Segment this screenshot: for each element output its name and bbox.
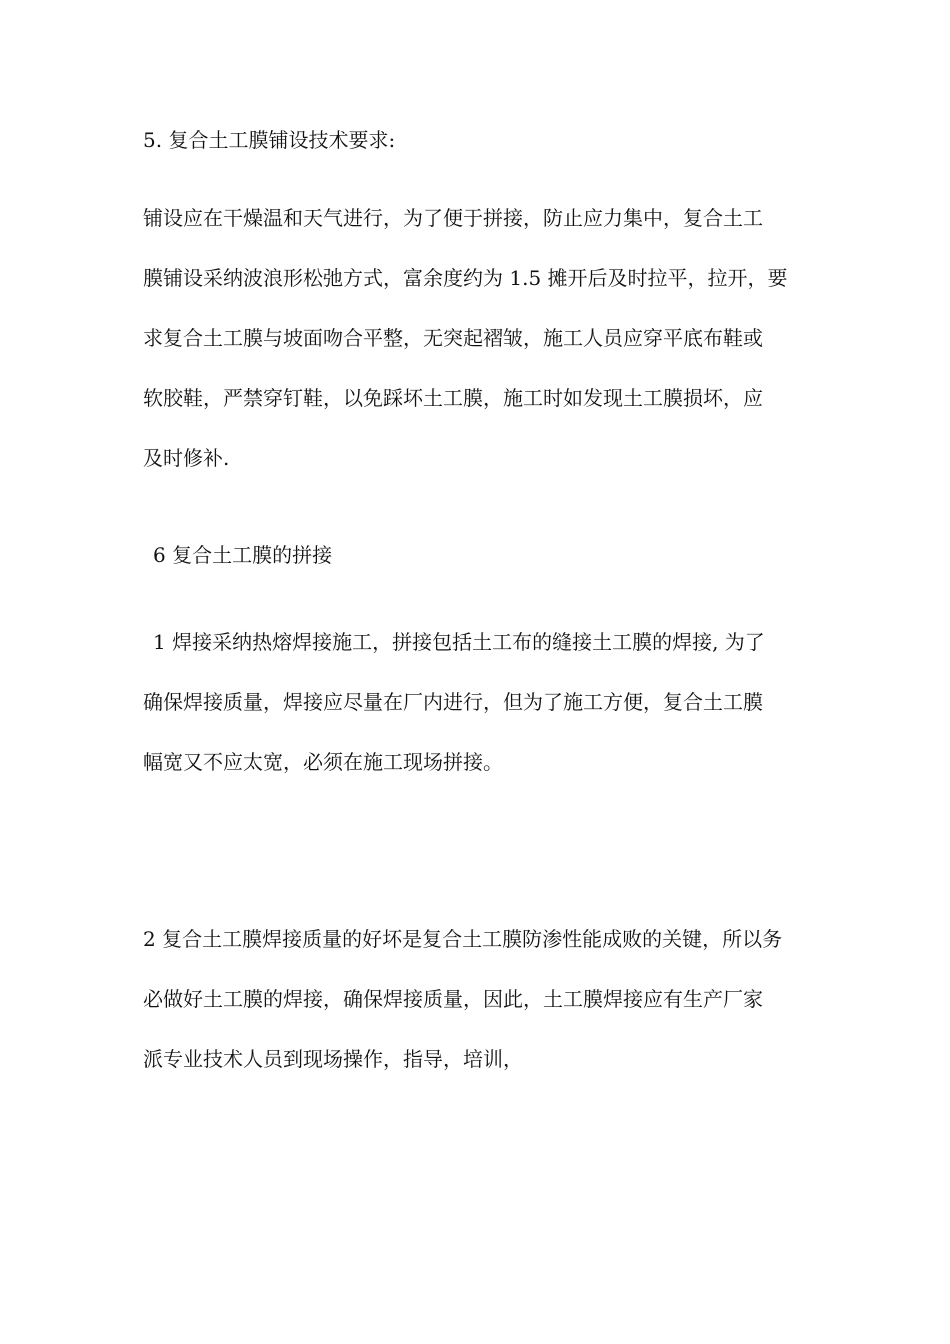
section6-heading: 6 复合土工膜的拼接 [153,543,333,567]
item1-line-1: 1 焊接采纳热熔焊接施工，拼接包括土工布的缝接土工膜的焊接, 为了 [153,630,765,654]
item1-line-2: 确保焊接质量，焊接应尽量在厂内进行，但为了施工方便，复合土工膜 [143,690,763,714]
item2-line-1: 2 复合土工膜焊接质量的好坏是复合土工膜防渗性能成败的关键，所以务 [143,927,783,951]
section5-line-1: 铺设应在干燥温和天气进行，为了便于拼接，防止应力集中，复合土工 [143,206,763,230]
section5-line-4: 软胶鞋，严禁穿钉鞋，以免踩坏土工膜，施工时如发现土工膜损坏，应 [143,386,763,410]
section5-heading: 5. 复合土工膜铺设技术要求: [143,128,396,152]
section5-line-2: 膜铺设采纳波浪形松弛方式，富余度约为 1.5 摊开后及时拉平，拉开，要 [143,266,788,290]
item1-line-3: 幅宽又不应太宽，必须在施工现场拼接。 [143,750,503,774]
item2-line-2: 必做好土工膜的焊接，确保焊接质量，因此，土工膜焊接应有生产厂家 [143,987,763,1011]
item2-line-3: 派专业技术人员到现场操作，指导，培训， [143,1047,523,1071]
section5-line-5: 及时修补. [143,446,230,470]
section5-line-3: 求复合土工膜与坡面吻合平整，无突起褶皱，施工人员应穿平底布鞋或 [143,326,763,350]
